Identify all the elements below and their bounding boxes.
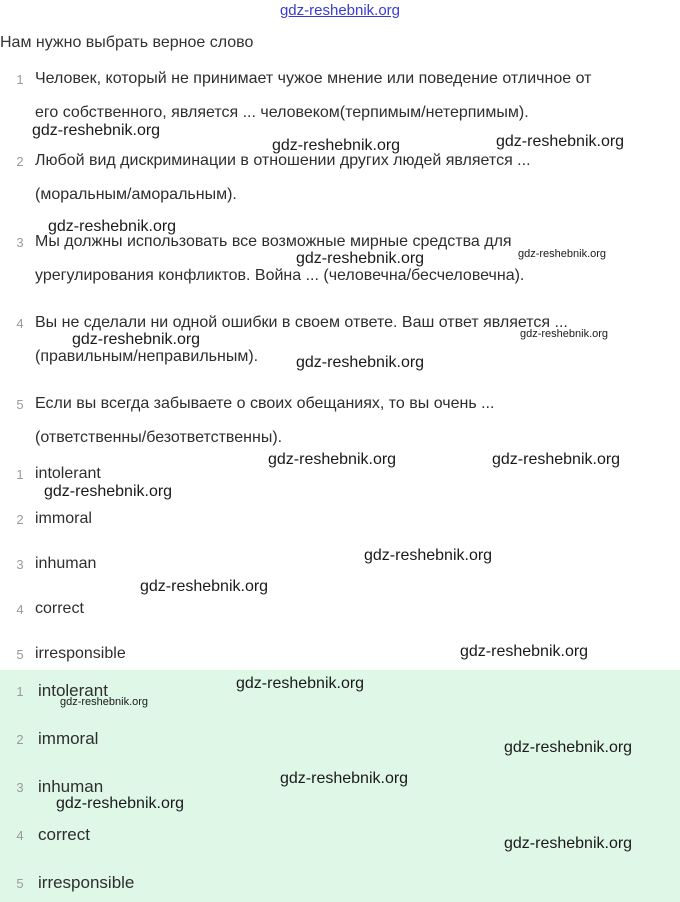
answer-number: 4 xyxy=(16,602,24,617)
answer-number: 4 xyxy=(16,828,24,843)
question-text: его собственного, является ... человеком(терпимым/нетерпимым). xyxy=(35,104,529,121)
question-number: 3 xyxy=(16,235,24,250)
question-text: урегулирования конфликтов. Война ... (человечна/бесчеловечна). xyxy=(35,267,525,284)
watermark: gdz-reshebnik.org xyxy=(296,250,425,267)
watermark: gdz-reshebnik.org xyxy=(504,835,633,852)
watermark: gdz-reshebnik.org xyxy=(272,137,401,154)
watermark: gdz-reshebnik.org xyxy=(296,354,425,371)
watermark: gdz-reshebnik.org xyxy=(32,122,161,139)
question-number: 2 xyxy=(16,154,24,169)
answer-number: 2 xyxy=(16,732,24,747)
question-text: Вы не сделали ни одной ошибки в своем ответе. Ваш ответ является ... xyxy=(35,314,568,331)
watermark: gdz-reshebnik.org xyxy=(460,643,589,660)
watermark: gdz-reshebnik.org xyxy=(280,770,409,787)
watermark: gdz-reshebnik.org xyxy=(60,696,149,708)
watermark: gdz-reshebnik.org xyxy=(268,451,397,468)
question-text: (ответственны/безответственны). xyxy=(35,429,283,446)
watermark: gdz-reshebnik.org xyxy=(140,578,269,595)
watermark: gdz-reshebnik.org xyxy=(520,328,609,340)
watermark: gdz-reshebnik.org xyxy=(492,451,621,468)
answer-number: 5 xyxy=(16,647,24,662)
watermark: gdz-reshebnik.org xyxy=(56,795,185,812)
question-text: (правильным/неправильным). xyxy=(35,348,259,365)
watermark: gdz-reshebnik.org xyxy=(48,218,177,235)
answer-number: 3 xyxy=(16,557,24,572)
answer-number: 5 xyxy=(16,876,24,891)
question-text: Если вы всегда забываете о своих обещаниях, то вы очень ... xyxy=(35,395,495,412)
answer-text: irresponsible xyxy=(35,645,126,662)
watermark: gdz-reshebnik.org xyxy=(496,133,625,150)
watermark: gdz-reshebnik.org xyxy=(504,739,633,756)
answer-text: immoral xyxy=(38,729,99,748)
answer-number: 1 xyxy=(16,467,24,482)
question-text: Человек, который не принимает чужое мнение или поведение отличное от xyxy=(35,70,592,87)
watermark: gdz-reshebnik.org xyxy=(518,248,607,260)
answer-text: inhuman xyxy=(35,555,97,572)
watermark: gdz-reshebnik.org xyxy=(44,483,173,500)
question-number: 5 xyxy=(16,397,24,412)
answer-number: 3 xyxy=(16,780,24,795)
answer-text: correct xyxy=(38,825,90,844)
question-text: (моральным/аморальным). xyxy=(35,186,237,203)
answer-text: inhuman xyxy=(38,777,104,796)
answer-text: irresponsible xyxy=(38,873,135,892)
task-instruction: Нам нужно выбрать верное слово xyxy=(0,34,254,51)
watermark: gdz-reshebnik.org xyxy=(236,675,365,692)
answer-text: intolerant xyxy=(38,681,108,700)
question-text: Мы должны использовать все возможные мирные средства для xyxy=(35,233,512,250)
question-text: Любой вид дискриминации в отношении других людей является ... xyxy=(35,152,531,169)
answer-number: 1 xyxy=(16,684,24,699)
answer-text: immoral xyxy=(35,510,92,527)
answer-text: intolerant xyxy=(35,465,101,482)
question-number: 1 xyxy=(16,72,24,87)
answer-text: correct xyxy=(35,600,84,617)
site-link[interactable]: gdz-reshebnik.org xyxy=(279,2,401,19)
watermark: gdz-reshebnik.org xyxy=(364,547,493,564)
watermark: gdz-reshebnik.org xyxy=(72,331,201,348)
answer-number: 2 xyxy=(16,512,24,527)
question-number: 4 xyxy=(16,316,24,331)
